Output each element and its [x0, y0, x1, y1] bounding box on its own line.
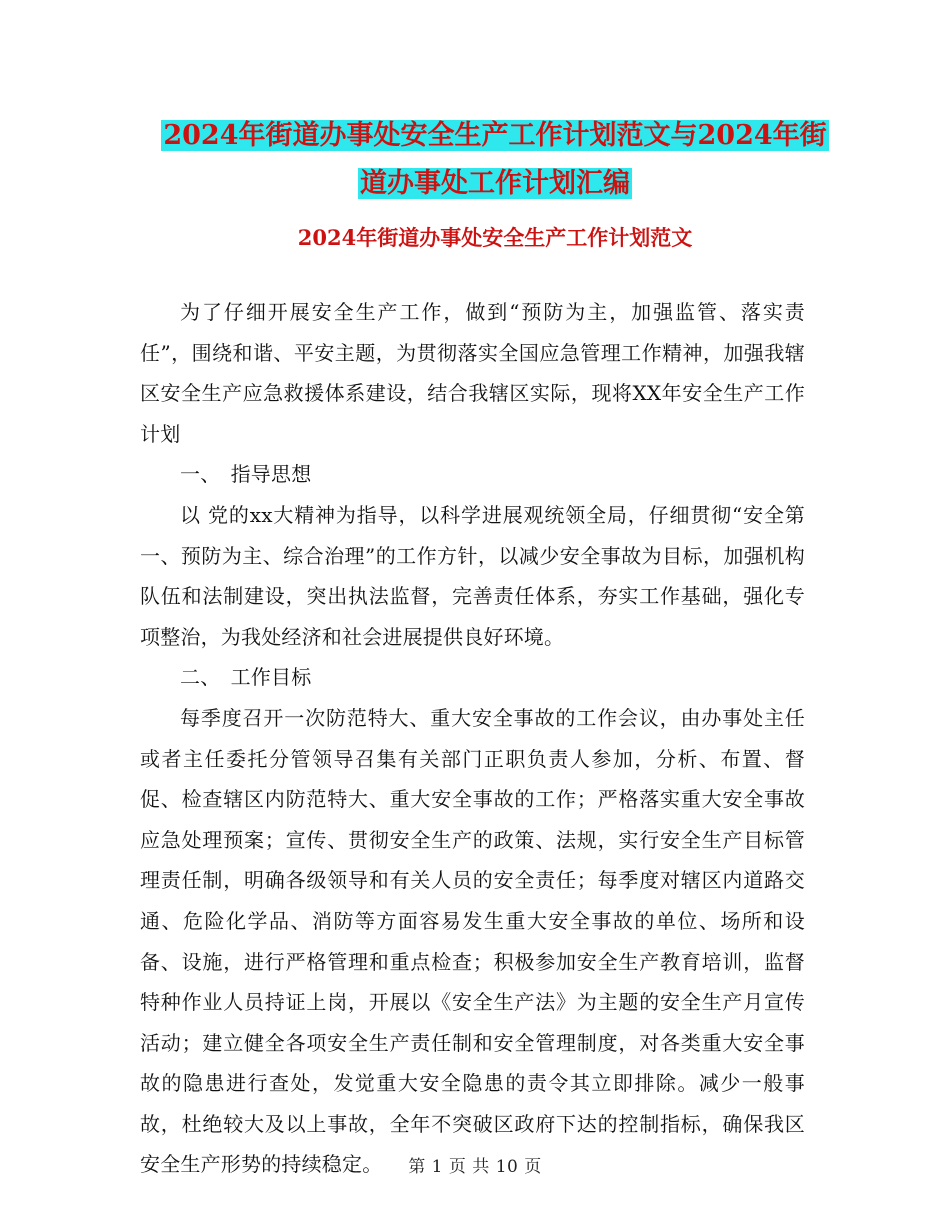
heading-work-goals: 二、 工作目标	[180, 665, 312, 690]
heading-guiding-ideology: 一、 指导思想	[180, 462, 312, 487]
main-title-line-1: 2024年街道办事处安全生产工作计划范文与2024年街	[163, 120, 827, 151]
section-title: 2024年街道办事处安全生产工作计划范文	[297, 225, 693, 250]
body-text	[140, 292, 805, 1185]
paragraph-intro: 为了仔细开展安全生产工作，做到“预防为主，加强监管、落实责任”，围绕和谐、平安主题，为贯彻落实全国应急管理工作精神，加强我辖区安全生产应急救援体系建设，结合我辖区实际，现将XX年安全生产工作计划	[140, 300, 805, 446]
paragraph-work-goals: 每季度召开一次防范特大、重大安全事故的工作会议，由办事处主任或者主任委托分管领导召集有关部门正职负责人参加，分析、布置、督促、检查辖区内防范特大、重大安全事故的工作；严格落实重大安全事故应急处理预案；宣传、贯彻安全生产的政策、法规，实行安全生产目标管理责任制，明确各级领导和有关人员的安全责任；每季度对辖区内道路交通、危险化学品、消防等方面容易发生重大安全事故的单位、场所和设备、设施，进行严格管理和重点检查；积极参加安全生产教育培训，监督特种作业人员持证上岗，开展以《安全生产法》为主题的安全生产月宣传活动；建立健全各项安全生产责任制和安全管理制度，对各类重大安全事故的隐患进行查处，发觉重大安全隐患的责令其立即排除。减少一般事故，杜绝较大及以上事故，全年不突破区政府下达的控制指标，确保我区安全生产形势的持续稳定。	[140, 705, 805, 1177]
main-title	[140, 112, 850, 208]
paragraph-guiding-ideology: 以 党的xx大精神为指导，以科学进展观统领全局，仔细贯彻“安全第一、预防为主、综合治理”的工作方针，以减少安全事故为目标，加强机构队伍和法制建设，突出执法监督，完善责任体系，夯实工作基础，强化专项整治，为我处经济和社会进展提供良好环境。	[140, 502, 805, 649]
page-footer: 第 1 页 共 10 页	[408, 1157, 542, 1177]
main-title-line-2: 道办事处工作计划汇编	[360, 168, 630, 199]
